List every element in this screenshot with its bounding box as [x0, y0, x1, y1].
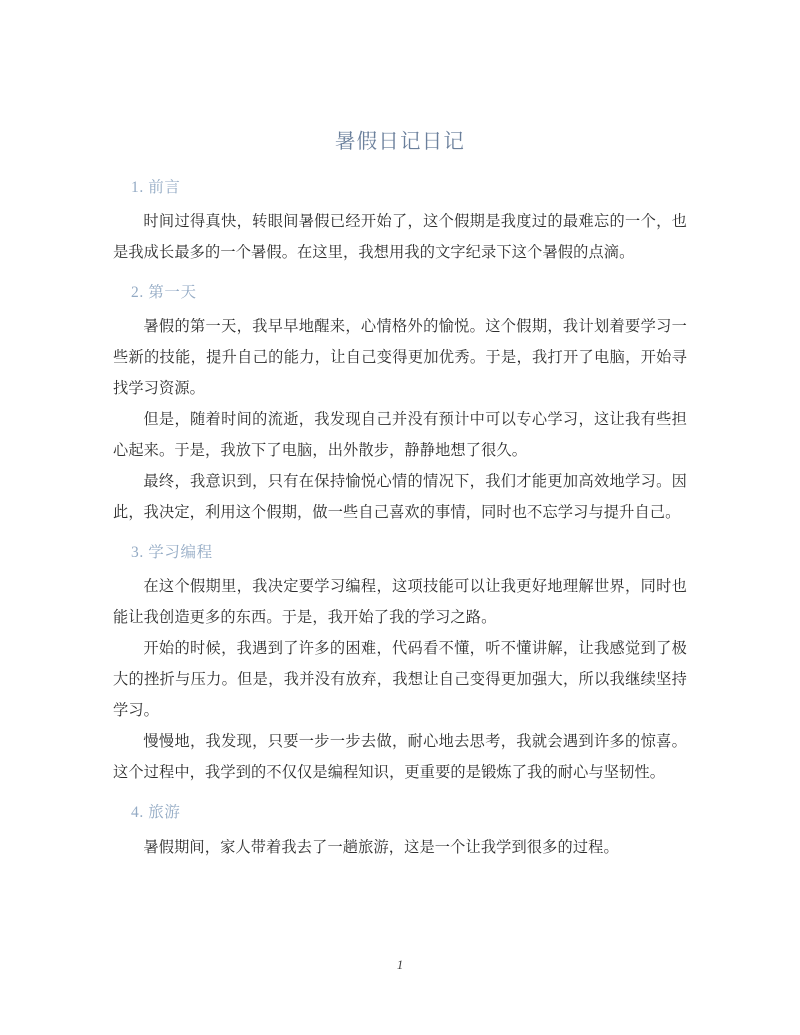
paragraph: 最终，我意识到，只有在保持愉悦心情的情况下，我们才能更加高效地学习。因此，我决定，利用这个假期，做一些自己喜欢的事情，同时也不忘学习与提升自己。: [113, 473, 687, 522]
page-title: 暑假日记日记: [334, 131, 466, 153]
section-3: [113, 541, 687, 788]
spacer: [113, 304, 687, 311]
spacer: [113, 528, 687, 541]
paragraph: 但是，随着时间的流逝，我发现自己并没有预计中可以专心学习，这让我有些担心起来。于是，我放下了电脑，出外散步，静静地想了很久。: [113, 411, 687, 460]
paragraph: 慢慢地，我发现，只要一步一步去做，耐心地去思考，我就会遇到许多的惊喜。这个过程中，我学到的不仅仅是编程知识，更重要的是锻炼了我的耐心与坚韧性。: [113, 733, 687, 782]
section-heading-4: 4. 旅游: [131, 804, 181, 822]
section-heading-2: 2. 第一天: [131, 283, 197, 301]
paragraph: 暑假的第一天，我早早地醒来，心情格外的愉悦。这个假期，我计划着要学习一些新的技能，提升自己的能力，让自己变得更加优秀。于是，我打开了电脑，开始寻找学习资源。: [113, 318, 687, 398]
spacer: [113, 564, 687, 571]
paragraph: 开始的时候，我遇到了许多的困难，代码看不懂，听不懂讲解，让我感觉到了极大的挫折与压力。但是，我并没有放弃，我想让自己变得更加强大，所以我继续坚持学习。: [113, 640, 687, 720]
section-heading-3: 3. 学习编程: [131, 544, 213, 562]
spacer: [113, 199, 687, 206]
page-number: 1: [396, 958, 404, 972]
section-2: [113, 281, 687, 528]
section-1: [113, 176, 687, 268]
paragraph: 暑假期间，家人带着我去了一趟旅游，这是一个让我学到很多的过程。: [143, 838, 619, 856]
paragraph: 时间过得真快，转眼间暑假已经开始了，这个假期是我度过的最难忘的一个，也是我成长最多的一个暑假。在这里，我想用我的文字纪录下这个暑假的点滴。: [113, 212, 687, 261]
spacer: [113, 788, 687, 801]
spacer: [113, 268, 687, 281]
document-body: [113, 0, 687, 863]
paragraph: 在这个假期里，我决定要学习编程，这项技能可以让我更好地理解世界，同时也能让我创造更多的东西。于是，我开始了我的学习之路。: [113, 578, 687, 627]
section-4: [113, 801, 687, 862]
section-heading-1: 1. 前言: [131, 178, 181, 196]
spacer: [113, 155, 687, 176]
spacer: [113, 825, 687, 832]
